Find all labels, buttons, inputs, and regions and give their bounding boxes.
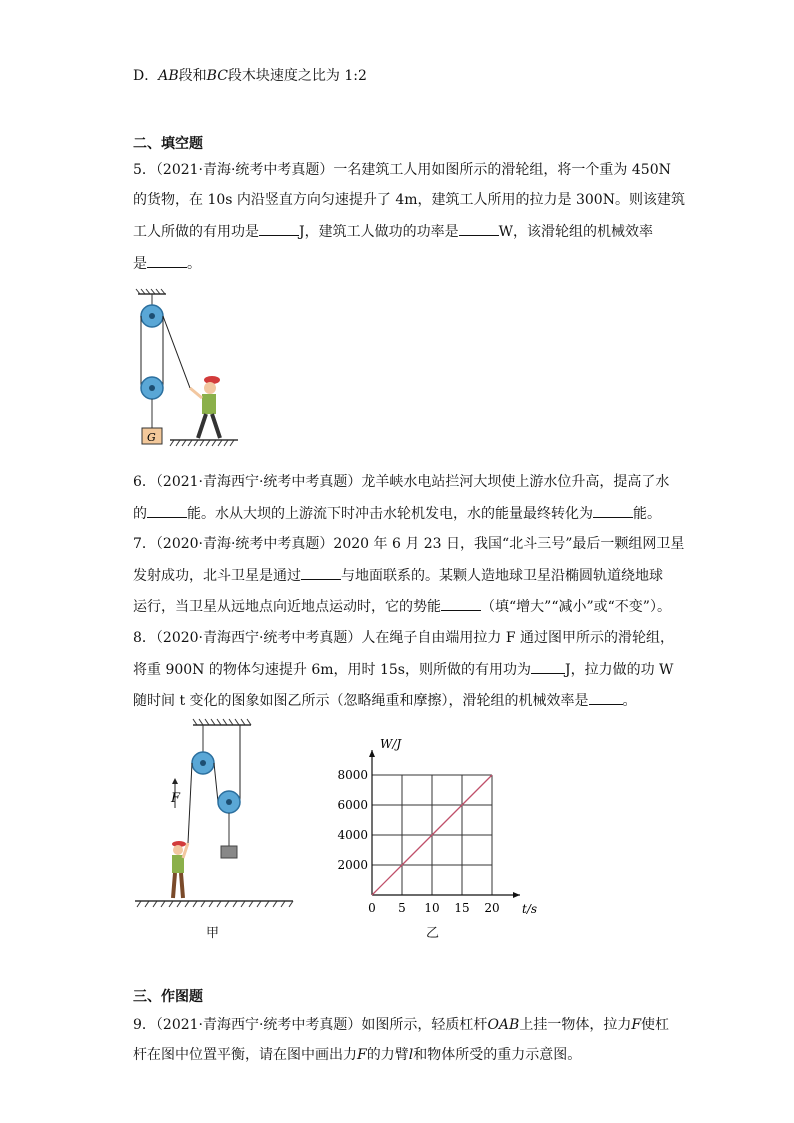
q7-blank-2[interactable] <box>441 598 481 611</box>
q8-blank-2[interactable] <box>589 692 623 705</box>
q5-line-2: 的货物，在 10s 内沿竖直方向匀速提升了 4m，建筑工人所用的拉力是 300N。则该建筑 <box>133 192 685 208</box>
x-axis-label: t/s <box>522 902 538 916</box>
x-tick-label: 5 <box>398 901 406 915</box>
q8-force-label: F <box>171 791 181 806</box>
q8-line-1: 8．（2020·青海西宁·统考中考真题）人在绳子自由端用拉力 F 通过图甲所示的滑轮组， <box>133 630 675 646</box>
q5-line-1: 5．（2021·青海·统考中考真题）一名建筑工人用如图所示的滑轮组，将一个重为 450N <box>133 162 671 178</box>
q7-line-1: 7．（2020·青海·统考中考真题）2020 年 6 月 23 日，我国“北斗三号”最后一颗组网卫星 <box>133 536 685 552</box>
q9-line-1: 9．（2021·青海西宁·统考中考真题）如图所示，轻质杠杆OAB上挂一物体，拉力F使杠 <box>133 1017 670 1033</box>
q8-blank-1[interactable] <box>531 661 565 674</box>
q5-weight-label: G <box>147 431 156 444</box>
q8-line-3: 随时间 t 变化的图象如图乙所示（忽略绳重和摩擦），滑轮组的机械效率是 。 <box>133 693 637 709</box>
y-tick-label: 4000 <box>337 828 368 842</box>
q6-blank-2[interactable] <box>593 505 633 518</box>
y-tick-label: 8000 <box>337 768 368 782</box>
q7-blank-1[interactable] <box>301 567 341 580</box>
x-tick-label: 15 <box>454 901 470 915</box>
figure-caption-yi: 乙 <box>426 926 440 941</box>
y-tick-label: 6000 <box>337 798 368 812</box>
x-tick-label: 10 <box>424 901 440 915</box>
x-tick-label: 20 <box>484 901 500 915</box>
y-axis-arrow <box>369 750 375 757</box>
figure-caption-jia: 甲 <box>206 926 220 941</box>
q5-pulley-figure <box>130 288 240 450</box>
q5-blank-3[interactable] <box>147 255 187 268</box>
y-axis-label: W/J <box>380 737 402 751</box>
x-axis-arrow <box>513 892 520 898</box>
section-3-title: 三、作图题 <box>133 989 203 1005</box>
q7-line-3: 运行，当卫星从远地点向近地点运动时，它的势能 （填“增大”“减小”或“不变”）。 <box>133 599 671 615</box>
q5-line-3: 工人所做的有用功是 J，建筑工人做功的功率是 W，该滑轮组的机械效率 <box>133 224 654 240</box>
q9-line-2: 杆在图中位置平衡，请在图中画出力F的力臂l和物体所受的重力示意图。 <box>133 1047 582 1063</box>
q8-pulley-figure-jia <box>133 718 298 916</box>
q5-blank-2[interactable] <box>459 223 499 236</box>
q6-line-1: 6．（2021·青海西宁·统考中考真题）龙羊峡水电站拦河大坝使上游水位升高，提高了水 <box>133 474 670 490</box>
y-tick-label: 2000 <box>337 858 368 872</box>
section-2-title: 二、填空题 <box>133 136 203 152</box>
w-t-chart <box>330 728 545 918</box>
q8-line-2: 将重 900N 的物体匀速提升 6m，用时 15s，则所做的有用功为 J，拉力做的功 W <box>133 662 674 678</box>
q4-option-d: D．AB段和BC段木块速度之比为 1:2 <box>133 68 367 84</box>
q5-line-4: 是 。 <box>133 256 201 272</box>
q7-line-2: 发射成功，北斗卫星是通过 与地面联系的。某颗人造地球卫星沿椭圆轨道绕地球 <box>133 568 663 584</box>
q5-blank-1[interactable] <box>259 223 299 236</box>
q6-line-2: 的 能。水从大坝的上游流下时冲击水轮机发电，水的能量最终转化为 能。 <box>133 506 661 522</box>
q6-blank-1[interactable] <box>147 505 187 518</box>
x-tick-label: 0 <box>368 901 376 915</box>
